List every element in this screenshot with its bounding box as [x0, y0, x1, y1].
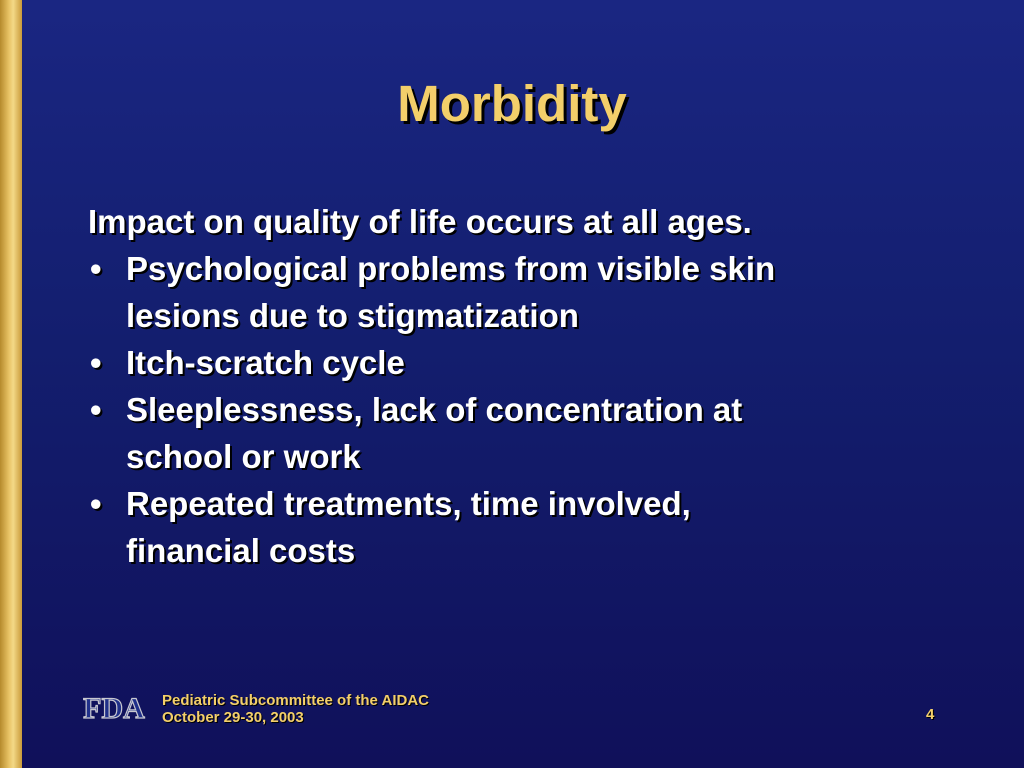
bullet-text-line: lesions due to stigmatization [126, 297, 579, 334]
slide-body [88, 198, 968, 574]
bullet-text-line: school or work [126, 438, 361, 475]
bullet-text-line: Itch-scratch cycle [126, 344, 405, 381]
bullet-dot-icon: • [90, 485, 102, 522]
fda-logo-icon [75, 690, 153, 724]
bullet-text-line: Repeated treatments, time involved, [126, 485, 691, 522]
bullet-item [88, 339, 968, 386]
bullet-list [88, 245, 968, 574]
bullet-item [88, 386, 968, 480]
footer-event-date: October 29-30, 2003 [162, 709, 304, 726]
footer-info [162, 692, 429, 726]
intro-line: Impact on quality of life occurs at all ages. [88, 203, 752, 240]
bullet-text-line: Sleeplessness, lack of concentration at [126, 391, 743, 428]
bullet-text-line: financial costs [126, 532, 356, 569]
page-number: 4 [926, 706, 935, 723]
bullet-dot-icon: • [90, 250, 102, 287]
slide-title: Morbidity [397, 75, 627, 132]
bullet-dot-icon: • [90, 344, 102, 381]
bullet-text-line: Psychological problems from visible skin [126, 250, 776, 287]
bullet-item [88, 480, 968, 574]
bullet-item [88, 245, 968, 339]
footer-event-name: Pediatric Subcommittee of the AIDAC [162, 692, 429, 709]
bullet-dot-icon: • [90, 391, 102, 428]
fda-logo-text: FDA [83, 692, 145, 724]
